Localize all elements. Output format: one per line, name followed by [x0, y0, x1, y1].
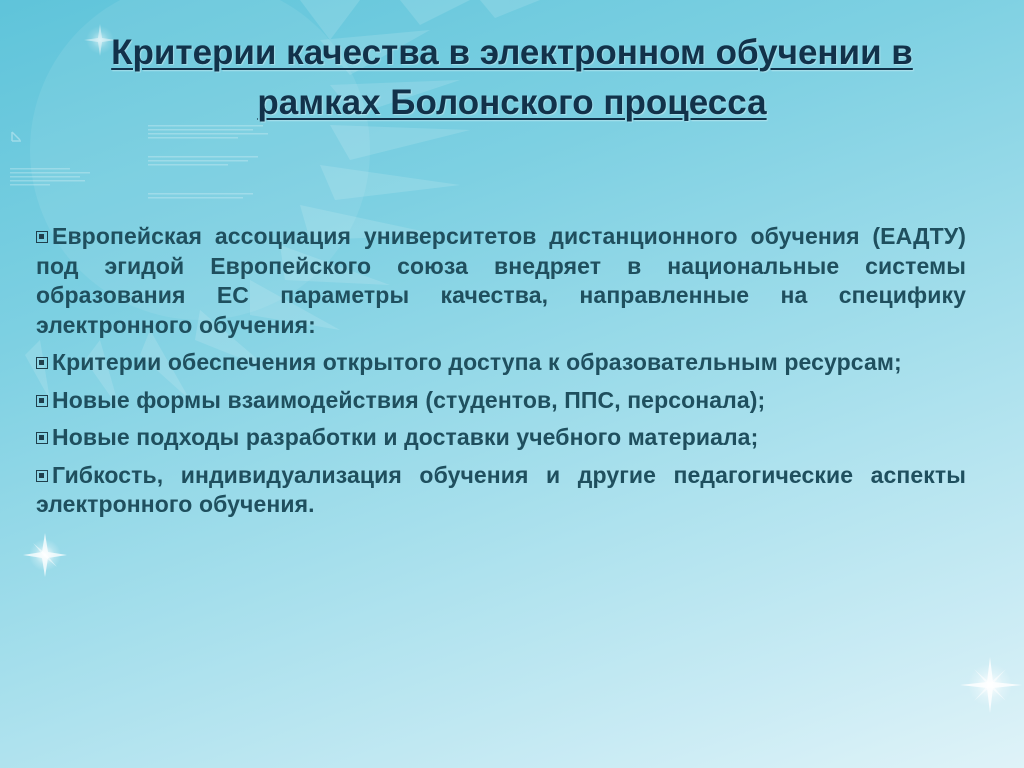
star-sparkle-icon	[23, 533, 67, 577]
list-item	[36, 423, 966, 453]
square-bullet-icon	[36, 231, 48, 243]
square-bullet-icon	[36, 432, 48, 444]
list-item-text: Критерии обеспечения открытого доступа к образовательным ресурсам;	[52, 349, 902, 375]
slide-body	[36, 222, 966, 520]
list-item	[36, 222, 966, 340]
list-item-text: Новые подходы разработки и доставки учебного материала;	[52, 424, 759, 450]
list-item-text: Новые формы взаимодействия (студентов, ППС, персонала);	[52, 386, 766, 413]
list-item-text: Европейская ассоциация университетов дистанционного обучения (ЕАДТУ) под эгидой Европейского союза внедряет в национальные системы образования ЕС параметры качества, направленные на специфику электронного обучения:	[36, 223, 966, 338]
list-item	[36, 386, 966, 416]
square-bullet-icon	[36, 470, 48, 482]
square-bullet-icon	[36, 357, 48, 369]
slide-title-line-1: Критерии качества в электронном обучении в	[111, 33, 913, 72]
list-item	[36, 461, 966, 520]
slide-title-line-2: рамках Болонского процесса	[257, 83, 767, 122]
list-item-text: Гибкость, индивидуализация обучения и другие педагогические аспекты электронного обучения.	[36, 461, 966, 517]
list-item	[36, 348, 966, 378]
star-sparkle-icon	[960, 657, 1022, 713]
slide-title	[40, 28, 984, 128]
square-bullet-icon	[36, 395, 48, 407]
